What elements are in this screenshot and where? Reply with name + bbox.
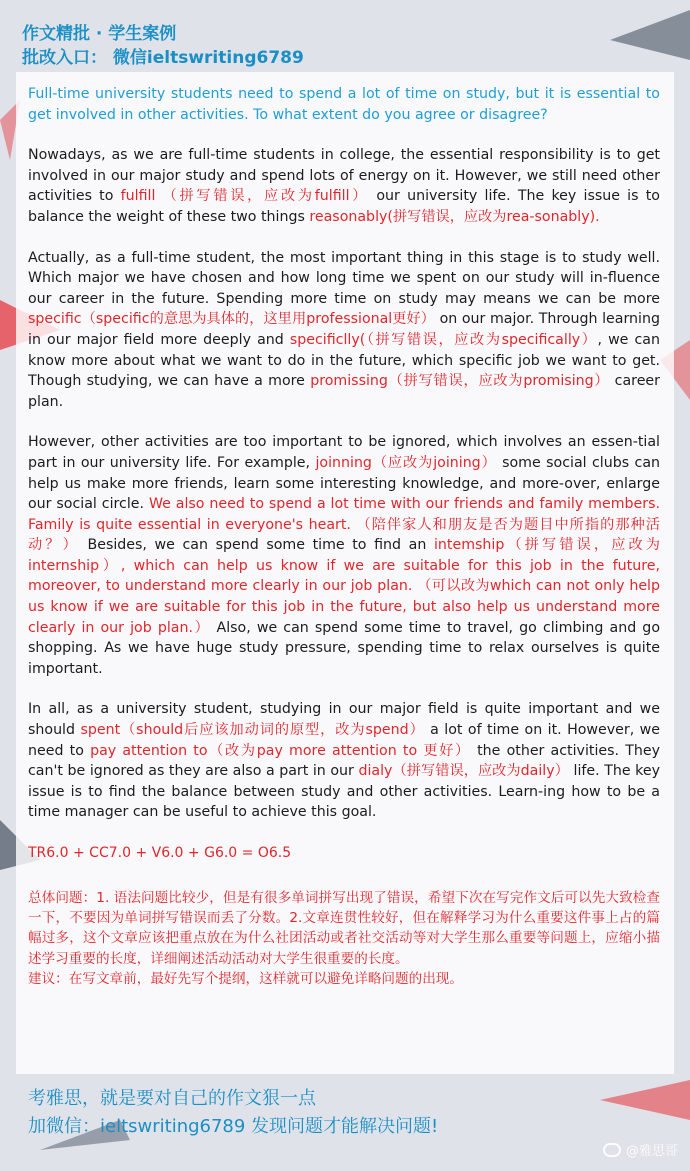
text: Actually, as a full-time student, the most important thing in this stage is to study well. Which major we have chosen and how long time we spent on our study will in-fluence our career in the future. Spending more time on study may means we can be more: [28, 249, 660, 307]
footer: [28, 1085, 438, 1141]
text: our university life. The key issue is to balance the weight of these two things: [28, 188, 660, 225]
correction: spent（should后应该加动词的原型，改为spend）: [80, 722, 425, 739]
correction: pay attention to（改为pay more attention to 更好）: [90, 742, 471, 759]
correction: promissing（拼写错误，应改为promising）: [310, 373, 610, 390]
header-title: 作文精批 · 学生案例: [22, 24, 177, 44]
correction: We also need to spend a lot time with our friends and family members. Family is quite essential in everyone's heart. （陪伴家人和朋友是否为题目中所指的那种活动？）: [28, 496, 660, 554]
header: [22, 22, 304, 70]
weibo-watermark: [603, 1140, 678, 1159]
text: life. The key issue is to find the balance between study and other activities. Learn-ing how to be a time manager can be useful to achieve this goal.: [28, 763, 660, 821]
text: Besides, we can spend some time to find an: [79, 537, 434, 554]
text: career plan.: [28, 373, 660, 410]
text: some social clubs can help us make more friends, learn some interesting knowledge, and more-over, enlarge our social circle.: [28, 454, 661, 513]
band-score: TR6.0 + CC7.0 + V6.0 + G6.0 = O6.5: [28, 845, 292, 861]
footer-contact: 加微信：ieltswriting6789 发现问题才能解决问题!: [28, 1116, 439, 1137]
weibo-icon: [603, 1143, 621, 1157]
footer-slogan: 考雅思，就是要对自己的作文狠一点: [28, 1088, 316, 1109]
essay-content: [28, 84, 660, 990]
correction: reasonably(拼写错误，应改为rea-sonably).: [309, 208, 600, 225]
text: on our major. Through learning in our major field more deeply and: [28, 311, 660, 348]
header-contact: 批改入口： 微信ieltswriting6789: [22, 48, 304, 68]
text: the other activities. They can't be ignored as they are also a part in our: [28, 742, 661, 780]
overall-comment: 总体问题：1. 语法问题比较少，但是有很多单词拼写出现了错误，希望下次在写完作文后可以先大致检查一下，不要因为单词拼写错误而丢了分数。2.文章连贯性较好，但在解释学习为什么重要这件事上占的篇幅过多，这个文章应该把重点放在为什么社团活动或者社交活动等对大学生那么重要等问题上，应缩小描述学习重要的长度，详细阐述活动活动对大学生很重要的长度。: [28, 889, 660, 967]
paragraph-4: [28, 699, 660, 823]
essay-prompt: Full-time university students need to spend a lot of time on study, but it is essential to get involved in other activities. To what extent do you agree or disagree?: [28, 86, 660, 123]
text: a lot of time on it. However, we need to: [28, 722, 660, 759]
paragraph-3: [28, 432, 660, 679]
text: Also, we can spend some time to travel, go climbing and go shopping. As we have huge study pressure, spending time to relax ourselves is quite important.: [28, 619, 660, 677]
watermark-text: @雅思哥: [625, 1144, 678, 1159]
correction: joinning（应改为joining）: [315, 454, 497, 471]
correction: intemship（拼写错误，应改为internship）, which can help us know if we are suitable for this job in the future, moreover, to understand more clearly in our job plan. （可以改为which can not only help us know if we are suitable for this job in the future, but also help us understand more clearly in our job plan.）: [28, 537, 660, 636]
correction: specificlly(（拼写错误，应改为specifically）: [289, 331, 598, 348]
paragraph-1: [28, 145, 660, 227]
suggestion: 建议：在写文章前，最好先写个提纲，这样就可以避免详略问题的出现。: [28, 971, 463, 988]
text: In all, as a university student, studying in our major field is quite important and we should: [28, 701, 660, 739]
text: However, other activities are too important to be ignored, which involves an essen-tial part in our university life. For example,: [28, 434, 660, 471]
correction: specific（specific的意思为具体的，这里用professional更好）: [28, 311, 436, 328]
paragraph-2: [28, 248, 660, 413]
text: , we can know more about what we want to do in the future, which specific job we want to get. Though studying, we can have a more: [28, 331, 660, 390]
correction: fulfill （拼写错误，应改为fulfill）: [120, 188, 370, 205]
correction: dialy（拼写错误，应改为daily）: [358, 763, 569, 780]
text: Nowadays, as we are full-time students in college, the essential responsibility is to get involved in our major study and spend lots of energy on it. However, we still need other activities to: [28, 147, 660, 205]
